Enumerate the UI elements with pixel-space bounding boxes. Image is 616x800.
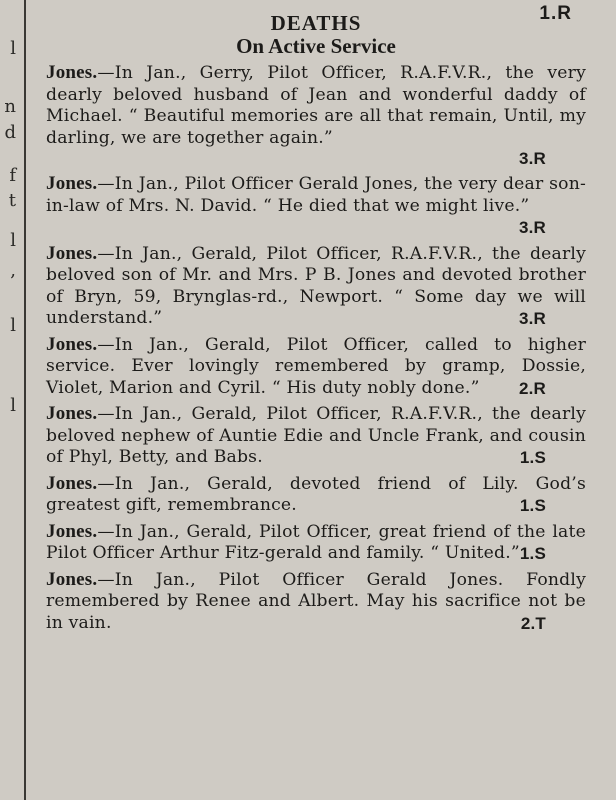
notice-text: —In Jan., Pilot Officer Gerald Jones. Fondly remembered by Renee and Albert. May his sacrifice not be in vain. [46, 569, 586, 633]
notice-text: —In Jan., Gerald, Pilot Officer, great friend of the late Pilot Officer Arthur Fitz-gerald and family. “ United.” [46, 521, 586, 563]
death-notice [46, 62, 586, 169]
notice-code: 1.S [519, 448, 546, 467]
notice-code: 1.S [519, 544, 546, 563]
column-fragment: d [4, 122, 16, 143]
column-fragment: l [10, 38, 16, 59]
notice-text: —In Jan., Gerry, Pilot Officer, R.A.F.V.R., the very dearly beloved husband of Jean and wonderful daddy of Michael. “ Beautiful memories are all that remain, Until, my darling, we are together again.” [46, 63, 586, 148]
notice-surname: Jones. [46, 568, 98, 590]
notice-text: —In Jan., Gerald, Pilot Officer, called to higher service. Ever lovingly remembered by gramp, Dossie, Violet, Marion and Cyril. “ His duty nobly done.” [46, 334, 586, 398]
notice-surname: Jones. [46, 333, 98, 355]
death-notice [46, 521, 586, 565]
death-notice [46, 473, 586, 517]
section-subtitle: On Active Service [236, 34, 396, 58]
notice-code: 3.R [518, 309, 546, 328]
notice-text: —In Jan., Pilot Officer Gerald Jones, the very dear son-in-law of Mrs. N. David. “ He died that we might live.” [46, 174, 586, 216]
column-fragment: n [4, 96, 16, 117]
death-notice [46, 243, 586, 330]
column-fragment: l [10, 315, 16, 336]
death-notice [46, 173, 586, 239]
notice-text: —In Jan., Gerald, devoted friend of Lily. God’s greatest gift, remembrance. [46, 473, 586, 515]
death-notice [46, 403, 586, 469]
notice-code: 1.S [519, 496, 546, 515]
notice-code: 2.R [518, 378, 546, 398]
death-notice [46, 334, 586, 400]
notice-surname: Jones. [46, 242, 98, 264]
section-heading [46, 12, 586, 58]
notice-code: 2.T [520, 613, 546, 633]
notice-text: —In Jan., Gerald, Pilot Officer, R.A.F.V.R., the dearly beloved nephew of Auntie Edie and Uncle Frank, and cousin of Phyl, Betty, and Babs. [46, 404, 586, 467]
column-fragment: t [8, 190, 16, 211]
notice-text: —In Jan., Gerald, Pilot Officer, R.A.F.V.R., the dearly beloved son of Mr. and Mrs. P B. Jones and devoted brother of Bryn, 59, Brynglas-rd., Newport. “ Some day we will understand.” [46, 243, 586, 328]
notice-surname: Jones. [46, 403, 98, 424]
column-fragment: l [10, 395, 16, 416]
column-fragment: , [10, 260, 16, 281]
death-notice [46, 569, 586, 635]
page-code: 1.R [539, 3, 572, 24]
column-fragment: l [10, 230, 16, 251]
section-title: DEATHS [270, 11, 362, 35]
notice-surname: Jones. [46, 173, 98, 194]
adjacent-column-edge [0, 0, 26, 800]
notice-code: 3.R [518, 149, 546, 168]
column-fragment: f [9, 165, 16, 186]
notice-surname: Jones. [46, 520, 98, 542]
notice-surname: Jones. [46, 472, 98, 494]
notice-surname: Jones. [46, 62, 98, 83]
deaths-column [46, 12, 586, 634]
notice-code: 3.R [518, 218, 546, 237]
